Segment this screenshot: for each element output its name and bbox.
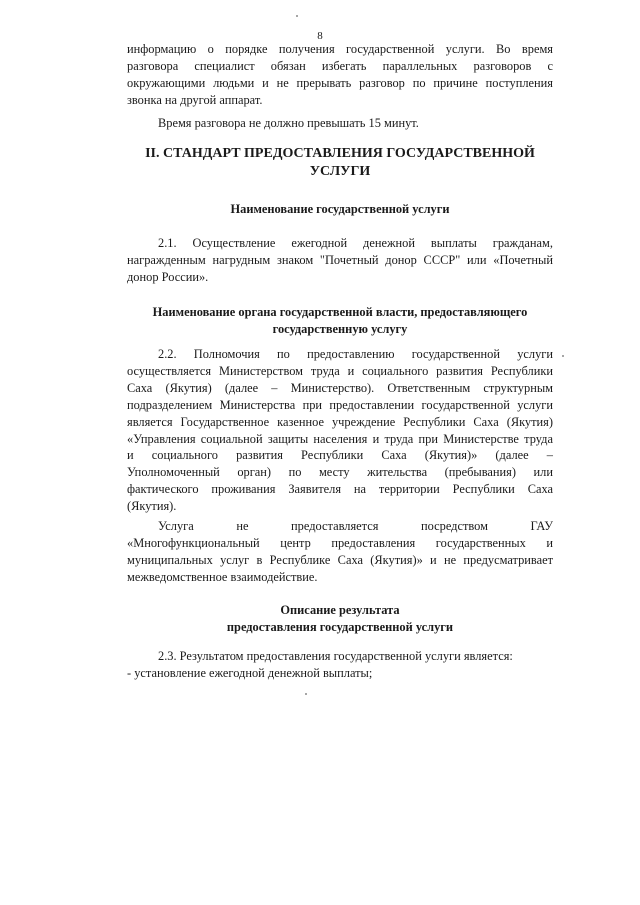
heading-line: государственную услугу: [272, 321, 408, 336]
text-line: Уполномоченный орган) по месту жительства (пребывания) или: [127, 465, 553, 480]
section-title-line: УСЛУГИ: [309, 163, 371, 179]
text-line: является Государственное казенное учреждение Республики Саха (Якутия): [127, 414, 553, 429]
scan-speck: [562, 355, 564, 357]
heading-line: предоставления государственной услуги: [226, 619, 454, 634]
text-line: окружающими людьми и не прерывать разговор по причине поступления: [127, 75, 553, 90]
text-line: звонка на другой аппарат.: [127, 92, 263, 107]
scan-speck: [305, 693, 307, 695]
text-line: межведомственное взаимодействие.: [127, 569, 318, 584]
text-line: Услуга не предоставляется посредством ГАУ: [158, 519, 553, 533]
intro-paragraph: [127, 41, 553, 109]
paragraph-2-1: [127, 235, 553, 286]
text-line: «Управления социальной защиты населения и труда при Министерстве труда: [127, 431, 553, 446]
text-line: Время разговора не должно превышать 15 минут.: [158, 116, 419, 130]
heading-line: Наименование органа государственной власти, предоставляющего: [152, 305, 528, 319]
subsection-heading: [127, 602, 553, 635]
heading-line: Наименование государственной услуги: [230, 202, 450, 216]
text-line: информацию о порядке получения государственной услуги. Во время: [127, 42, 553, 56]
paragraph-2-2: [127, 346, 553, 515]
text-line: фактического проживания Заявителя на территории Республики Саха: [127, 482, 553, 497]
text-line: «Многофункциональный центр предоставления государственных и: [127, 535, 553, 550]
subsection-heading: [127, 304, 553, 337]
text-line: 2.1. Осуществление ежегодной денежной выплаты гражданам,: [158, 236, 553, 250]
text-line: донор России».: [127, 269, 209, 284]
section-title: [127, 145, 553, 180]
text-line: и социального развития Республики Саха (Якутия)» (далее –: [127, 448, 553, 463]
scan-speck: [296, 15, 298, 17]
text-line: Саха (Якутия) (далее – Министерство). Ответственным структурным: [127, 380, 553, 395]
subsection-heading: [127, 201, 553, 218]
text-line: 2.2. Полномочия по предоставлению государственной услуги: [158, 347, 553, 361]
page-number: 8: [317, 30, 323, 42]
heading-line: Описание результата: [280, 603, 400, 617]
time-note-paragraph: [127, 115, 553, 132]
text-line: разговора специалист обязан избегать параллельных разговоров с: [127, 58, 553, 73]
text-line: награжденным нагрудным знаком "Почетный донор СССР" или «Почетный: [127, 252, 553, 267]
paragraph-2-3: [127, 648, 553, 682]
text-line: (Якутия).: [127, 499, 177, 514]
text-line: 2.3. Результатом предоставления государственной услуги является:: [158, 649, 513, 663]
text-line: осуществляется Министерством труда и социального развития Республики: [127, 363, 553, 378]
text-line: подразделением Министерства при предоставлении государственной услуги: [127, 397, 553, 412]
text-line: - установление ежегодной денежной выплаты;: [127, 665, 373, 680]
text-line: муниципальных услуг в Республике Саха (Якутия)» и не предусматривает: [127, 552, 553, 567]
section-title-line: II. СТАНДАРТ ПРЕДОСТАВЛЕНИЯ ГОСУДАРСТВЕННОЙ: [145, 146, 535, 161]
paragraph-gau: [127, 518, 553, 586]
